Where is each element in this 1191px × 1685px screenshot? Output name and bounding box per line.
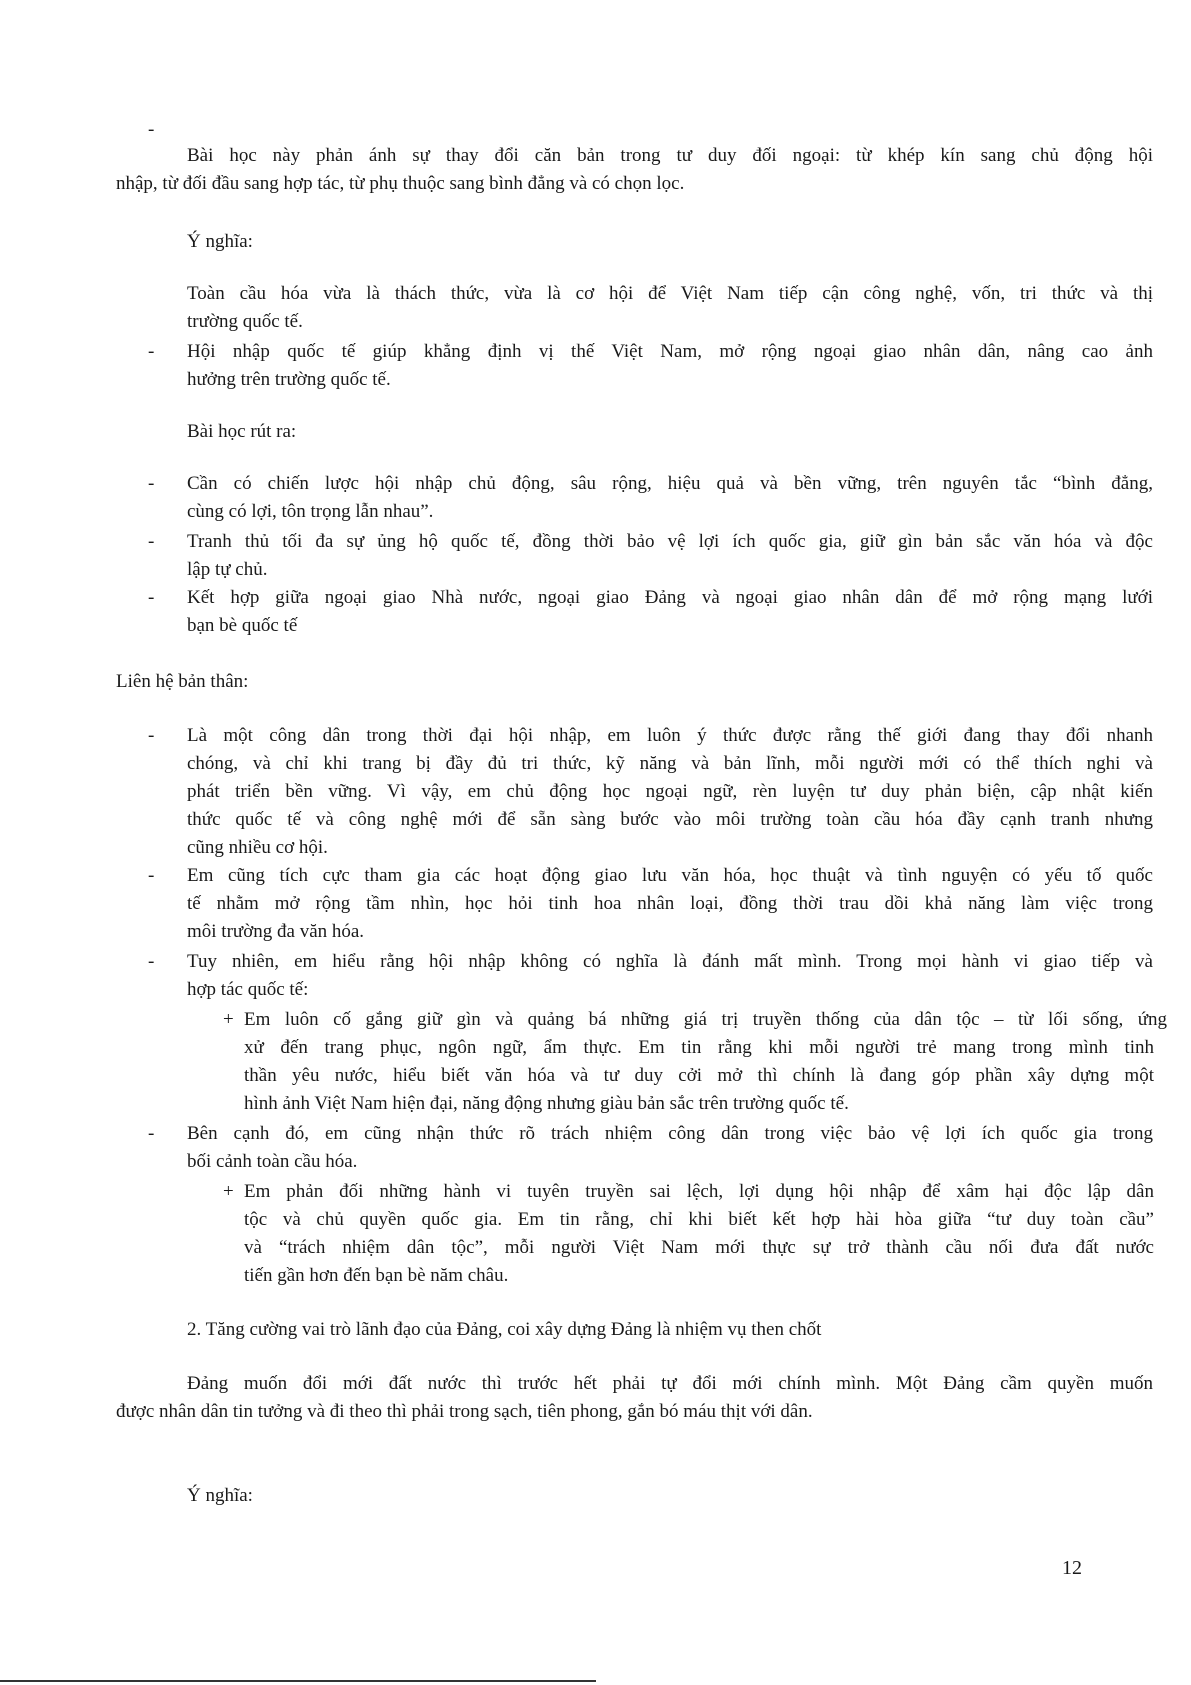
list-item-line: chóng, và chỉ khi trang bị đầy đủ tri thức, kỹ năng và bản lĩnh, mỗi người mới có thể thích nghi và (187, 753, 1153, 774)
list-item-line: hợp tác quốc tế: (187, 979, 309, 1000)
list-item-line: Là một công dân trong thời đại hội nhập, em luôn ý thức được rằng thế giới đang thay đổi nhanh (187, 725, 1153, 746)
list-item-line: Tuy nhiên, em hiểu rằng hội nhập không có nghĩa là đánh mất mình. Trong mọi hành vi giao tiếp và (187, 951, 1153, 972)
list-item-line: hưởng trên trường quốc tế. (187, 369, 391, 390)
list-dash: - (148, 587, 155, 608)
section-title: 2. Tăng cường vai trò lãnh đạo của Đảng, coi xây dựng Đảng là nhiệm vụ then chốt (187, 1319, 822, 1340)
list-dash: - (148, 725, 155, 746)
list-item-line: thức quốc tế và công nghệ mới để sẵn sàng bước vào môi trường toàn cầu hóa đầy cạnh tranh nhưng (187, 809, 1153, 830)
list-dash: - (148, 473, 155, 494)
list-dash: - (148, 1123, 155, 1144)
list-item-line: tế nhằm mở rộng tầm nhìn, học hỏi tinh hoa nhân loại, đồng thời trau dồi khả năng làm việc trong (187, 893, 1153, 914)
sub-item-line: Em luôn cố gắng giữ gìn và quảng bá những giá trị truyền thống của dân tộc – từ lối sống, ứng (244, 1009, 1167, 1030)
list-item-line: phát triển bền vững. Vì vậy, em chủ động học ngoại ngữ, rèn luyện tư duy phản biện, cập nhật kiến (187, 781, 1153, 802)
subheading: Bài học rút ra: (187, 421, 297, 442)
paragraph-line: Toàn cầu hóa vừa là thách thức, vừa là cơ hội để Việt Nam tiếp cận công nghệ, vốn, tri thức và thị (187, 283, 1153, 304)
list-item-line: bạn bè quốc tế (187, 615, 298, 636)
paragraph-line: Bài học này phản ánh sự thay đổi căn bản trong tư duy đối ngoại: từ khép kín sang chủ động hội (187, 145, 1153, 166)
list-dash: - (148, 531, 155, 552)
subheading: Liên hệ bản thân: (116, 671, 249, 692)
list-item-line: lập tự chủ. (187, 559, 268, 580)
sub-item-line: Em phản đối những hành vi tuyên truyền sai lệch, lợi dụng hội nhập để xâm hại độc lập dân (244, 1181, 1154, 1202)
sub-item-line: tiến gần hơn đến bạn bè năm châu. (244, 1265, 509, 1286)
list-item-line: cũng nhiều cơ hội. (187, 837, 328, 858)
paragraph-line: Đảng muốn đổi mới đất nước thì trước hết phải tự đổi mới chính mình. Một Đảng cầm quyền muốn (187, 1373, 1153, 1394)
list-dash: - (148, 341, 155, 362)
list-item-line: Hội nhập quốc tế giúp khẳng định vị thế Việt Nam, mở rộng ngoại giao nhân dân, nâng cao ảnh (187, 341, 1153, 362)
list-item-line: Em cũng tích cực tham gia các hoạt động giao lưu văn hóa, học thuật và tình nguyện có yếu tố quốc (187, 865, 1153, 886)
paragraph-line: trường quốc tế. (187, 311, 303, 332)
list-item-line: Kết hợp giữa ngoại giao Nhà nước, ngoại giao Đảng và ngoại giao nhân dân để mở rộng mạng lưới (187, 587, 1153, 608)
sub-item-line: và “trách nhiệm dân tộc”, mỗi người Việt Nam mới thực sự trở thành cầu nối đưa đất nước (244, 1237, 1154, 1258)
sub-item-line: xử đến trang phục, ngôn ngữ, ẩm thực. Em tin rằng khi mỗi người trẻ mang trong mình tinh (244, 1037, 1154, 1058)
plus-marker: + (223, 1009, 234, 1030)
plus-marker: + (223, 1181, 234, 1202)
sub-item-line: hình ảnh Việt Nam hiện đại, năng động nhưng giàu bản sắc trên trường quốc tế. (244, 1093, 849, 1114)
page-number: 12 (1062, 1557, 1082, 1579)
list-item-line: cùng có lợi, tôn trọng lẫn nhau”. (187, 501, 434, 522)
list-item-line: Bên cạnh đó, em cũng nhận thức rõ trách nhiệm công dân trong việc bảo vệ lợi ích quốc gia trong (187, 1123, 1153, 1144)
page-bottom-rule (0, 1680, 596, 1682)
list-item-line: Cần có chiến lược hội nhập chủ động, sâu rộng, hiệu quả và bền vững, trên nguyên tắc “bình đẳng, (187, 473, 1153, 494)
sub-item-line: thần yêu nước, hiểu biết văn hóa và tư duy cởi mở thì chính là đang góp phần xây dựng một (244, 1065, 1154, 1086)
sub-item-line: tộc và chủ quyền quốc gia. Em tin rằng, chỉ khi biết kết hợp hài hòa giữa “tư duy toàn cầu” (244, 1209, 1154, 1230)
list-item-line: môi trường đa văn hóa. (187, 921, 365, 942)
list-dash: - (148, 865, 155, 886)
list-item-line: Tranh thủ tối đa sự ủng hộ quốc tế, đồng thời bảo vệ lợi ích quốc gia, giữ gìn bản sắc văn hóa và độc (187, 531, 1153, 552)
subheading: Ý nghĩa: (187, 1485, 253, 1506)
paragraph-line: được nhân dân tin tưởng và đi theo thì phải trong sạch, tiên phong, gắn bó máu thịt với dân. (116, 1401, 813, 1422)
list-dash: - (148, 951, 155, 972)
subheading: Ý nghĩa: (187, 231, 253, 252)
paragraph-line: nhập, từ đối đầu sang hợp tác, từ phụ thuộc sang bình đẳng và có chọn lọc. (116, 173, 685, 194)
list-dash: - (148, 119, 155, 140)
list-item-line: bối cảnh toàn cầu hóa. (187, 1151, 358, 1172)
